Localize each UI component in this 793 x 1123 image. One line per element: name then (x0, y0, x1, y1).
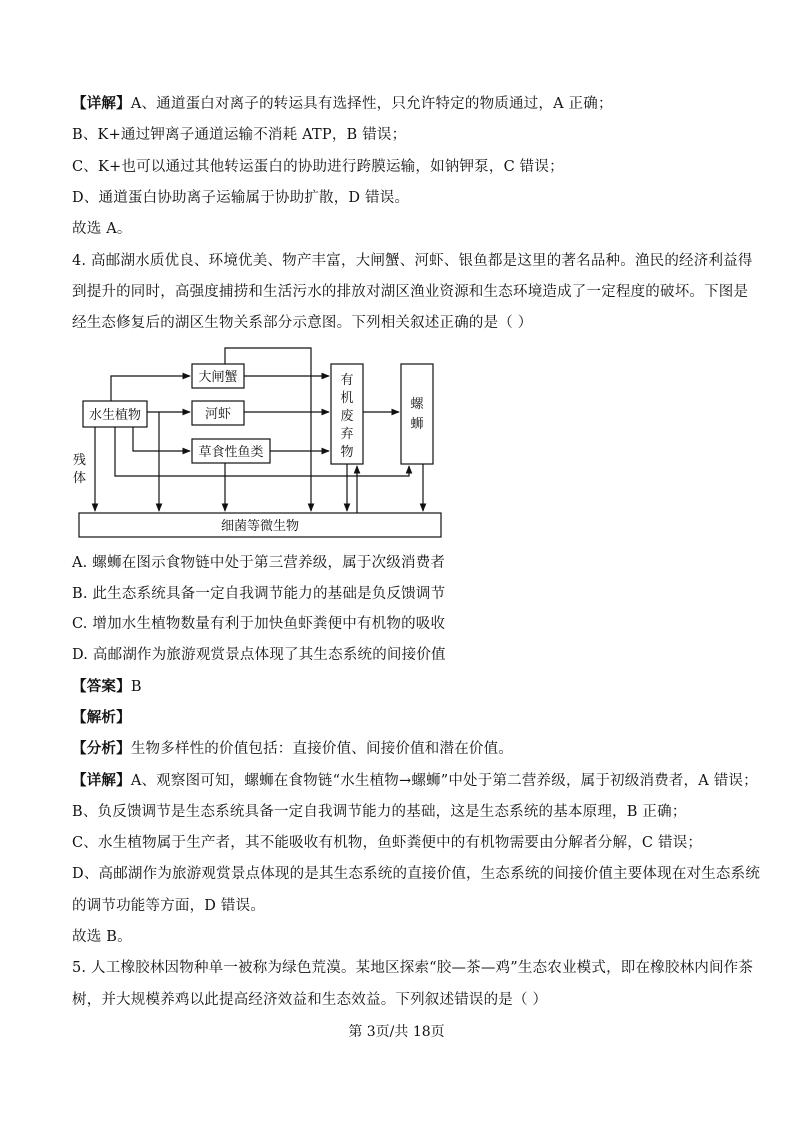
q4-detail-b: B、负反馈调节是生态系统具备一定自我调节能力的基础，这是生态系统的基本原理，B 正确； (72, 804, 687, 820)
q3-conclusion: 故选 A。 (72, 221, 132, 237)
label-snail-1: 螺 (410, 397, 424, 412)
label-residue-1: 残 (73, 453, 87, 468)
q4-detail-d2: 的调节功能等方面，D 错误。 (72, 898, 266, 914)
option-a: A. 螺蛳在图示食物链中处于第三营养级，属于次级消费者 (72, 555, 446, 571)
page-number: 第 3页/共 18页 (348, 1024, 445, 1040)
answer-value: B (130, 679, 142, 695)
detail-label: 【详解】 (72, 95, 131, 112)
label-shrimp: 河虾 (204, 407, 232, 422)
analysis-tag: 【分析】 (72, 740, 131, 757)
detail-label: 【详解】 (72, 772, 131, 789)
q3-detail-d: D、通道蛋白协助离子运输属于协助扩散，D 错误。 (72, 190, 410, 206)
label-fish: 草食性鱼类 (198, 445, 264, 460)
q3-detail-a (72, 94, 732, 114)
q5-stem-line-2: 树，并大规模养鸡以此提高经济效益和生态效益。下列叙述错误的是（ ） (72, 992, 548, 1008)
answer-line (72, 677, 732, 697)
q4-stem-line-1: 4. 高邮湖水质优良、环境优美、物产丰富，大闸蟹、河虾、银鱼都是这里的著名品种。渔民的经济利益得 (72, 253, 753, 269)
q4-detail-a (72, 771, 758, 791)
label-residue-2: 体 (73, 471, 87, 486)
label-crab: 大闸蟹 (198, 370, 238, 385)
answer-label: 【答案】 (72, 678, 131, 695)
q4-detail-d1: D、高邮湖作为旅游观赏景点体现的是其生态系统的直接价值，生态系统的间接价值主要体现在对生态系统 (72, 866, 761, 882)
analysis-line (72, 739, 732, 759)
label-organic-2: 机 (340, 391, 354, 406)
label-snail-2: 蛳 (410, 417, 424, 432)
detail-text: A、通道蛋白对离子的转运具有选择性，只允许特定的物质通过，A 正确； (130, 96, 613, 112)
q3-detail-b: B、K+通过钾离子通道运输不消耗 ATP，B 错误； (72, 127, 407, 143)
q5-stem-line-1: 5. 人工橡胶林因物种单一被称为绿色荒漠。某地区探索“胶—茶—鸡”生态农业模式，即在橡胶林内间作茶 (72, 960, 754, 976)
label-bacteria: 细菌等微生物 (220, 519, 300, 534)
q4-stem-line-3: 经生态修复后的湖区生物关系部分示意图。下列相关叙述正确的是（ ） (72, 315, 533, 331)
q4-detail-c: C、水生植物属于生产者，其不能吸收有机物，鱼虾粪便中的有机物需要由分解者分解，C 错误； (72, 835, 703, 851)
q3-detail-c: C、K+也可以通过其他转运蛋白的协助进行跨膜运输，如钠钾泵，C 错误； (72, 159, 564, 175)
detail-text: A、观察图可知，螺蛳在食物链“水生植物→螺蛳”中处于第二营养级，属于初级消费者，A 错误； (130, 773, 758, 789)
q4-conclusion: 故选 B。 (72, 929, 132, 945)
label-organic-5: 物 (340, 445, 354, 460)
label-organic-3: 废 (340, 409, 354, 424)
option-c: C. 增加水生植物数量有利于加快鱼虾粪便中有机物的吸收 (72, 616, 446, 632)
label-organic-4: 弃 (340, 427, 354, 442)
label-plants: 水生植物 (88, 408, 142, 423)
option-b: B. 此生态系统具备一定自我调节能力的基础是负反馈调节 (72, 586, 446, 602)
box-snail (401, 364, 433, 464)
q4-stem-line-2: 到提升的同时，高强度捕捞和生活污水的排放对湖区渔业资源和生态环境造成了一定程度的破坏。下图是 (72, 284, 749, 300)
ecosystem-diagram (75, 342, 455, 542)
option-d: D. 高邮湖作为旅游观赏景点体现了其生态系统的间接价值 (72, 647, 446, 663)
analysis-label: 【解析】 (72, 709, 131, 726)
analysis-text: 生物多样性的价值包括：直接价值、间接价值和潜在价值。 (130, 741, 514, 757)
label-organic-1: 有 (340, 373, 354, 388)
